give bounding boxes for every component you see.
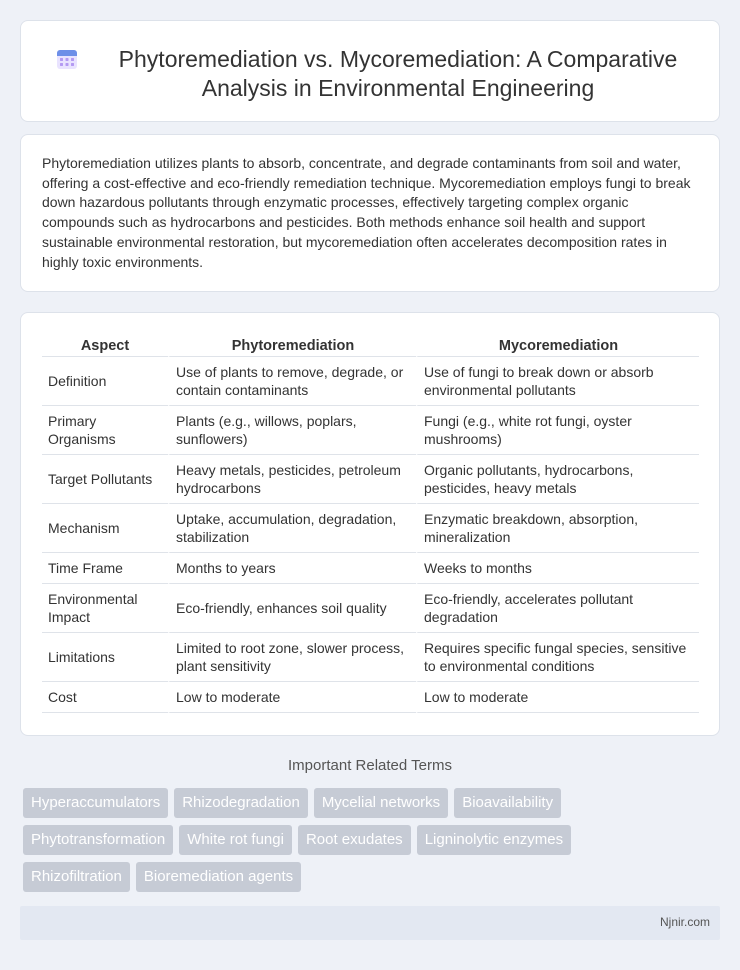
- table-cell-aspect: Limitations: [42, 633, 168, 682]
- term-chip-bioremediation-agents[interactable]: Bioremediation agents: [136, 862, 301, 892]
- table-cell-aspect: Primary Organisms: [42, 406, 168, 455]
- table-row: [42, 455, 699, 504]
- term-chip-root-exudates[interactable]: Root exudates: [298, 825, 411, 855]
- table-cell-myco: Enzymatic breakdown, absorption, mineralization: [416, 504, 699, 553]
- footer-site-link[interactable]: Njnir.com: [659, 915, 710, 929]
- table-cell-myco: Fungi (e.g., white rot fungi, oyster mushrooms): [416, 406, 699, 455]
- table-cell-myco: Requires specific fungal species, sensitive to environmental conditions: [416, 633, 699, 682]
- table-cell-phyto: Eco-friendly, enhances soil quality: [168, 584, 416, 633]
- table-row: [42, 553, 699, 584]
- table-cell-aspect: Environmental Impact: [42, 584, 168, 633]
- table-row: [42, 633, 699, 682]
- table-cell-aspect: Target Pollutants: [42, 455, 168, 504]
- table-cell-myco: Use of fungi to break down or absorb environmental pollutants: [416, 357, 699, 406]
- table-cell-aspect: Definition: [42, 357, 168, 406]
- table-cell-phyto: Heavy metals, pesticides, petroleum hydrocarbons: [168, 455, 416, 504]
- table-cell-phyto: Uptake, accumulation, degradation, stabilization: [168, 504, 416, 553]
- table-cell-myco: Low to moderate: [416, 682, 699, 713]
- table-cell-aspect: Time Frame: [42, 553, 168, 584]
- table-cell-phyto: Use of plants to remove, degrade, or contain contaminants: [168, 357, 416, 406]
- term-chip-bioavailability[interactable]: Bioavailability: [454, 788, 561, 818]
- table-cell-phyto: Low to moderate: [168, 682, 416, 713]
- term-chip-phytotransformation[interactable]: Phytotransformation: [23, 825, 173, 855]
- comparison-table-card: [20, 312, 720, 736]
- calendar-icon: [55, 47, 79, 71]
- term-chip-rhizodegradation[interactable]: Rhizodegradation: [174, 788, 308, 818]
- table-cell-aspect: Cost: [42, 682, 168, 713]
- table-cell-myco: Eco-friendly, accelerates pollutant degradation: [416, 584, 699, 633]
- table-cell-phyto: Limited to root zone, slower process, plant sensitivity: [168, 633, 416, 682]
- column-header-mycoremediation: Mycoremediation: [416, 331, 699, 357]
- table-cell-aspect: Mechanism: [42, 504, 168, 553]
- term-chip-rhizofiltration[interactable]: Rhizofiltration: [23, 862, 130, 892]
- related-terms-heading: Important Related Terms: [288, 757, 452, 774]
- comparison-table: [42, 331, 699, 713]
- table-cell-myco: Weeks to months: [416, 553, 699, 584]
- intro-card: [20, 134, 720, 292]
- related-terms-list: [23, 788, 623, 892]
- table-row: [42, 504, 699, 553]
- table-header-row: [42, 331, 699, 357]
- table-row: [42, 406, 699, 455]
- title-card: [20, 20, 720, 122]
- intro-paragraph: Phytoremediation utilizes plants to absorb, concentrate, and degrade contaminants from soil and water, offering a cost-effective and eco-friendly remediation technique. Mycoremediation employs fungi to break down hazardous pollutants through enzymatic processes, effectively targeting complex organic compounds such as hydrocarbons and pesticides. Both methods enhance soil health and support sustainable environmental restoration, but mycoremediation often accelerates decomposition rates in highly toxic environments.: [42, 155, 691, 270]
- table-row: [42, 584, 699, 633]
- column-header-phytoremediation: Phytoremediation: [168, 331, 416, 357]
- column-header-aspect: Aspect: [42, 331, 168, 357]
- term-chip-white-rot-fungi[interactable]: White rot fungi: [179, 825, 292, 855]
- page-title: Phytoremediation vs. Mycoremediation: A Comparative Analysis in Environmental Engineering: [118, 46, 678, 101]
- table-cell-myco: Organic pollutants, hydrocarbons, pesticides, heavy metals: [416, 455, 699, 504]
- table-row: [42, 357, 699, 406]
- term-chip-hyperaccumulators[interactable]: Hyperaccumulators: [23, 788, 168, 818]
- table-row: [42, 682, 699, 713]
- footer: [20, 906, 720, 940]
- term-chip-mycelial-networks[interactable]: Mycelial networks: [314, 788, 448, 818]
- term-chip-ligninolytic-enzymes[interactable]: Ligninolytic enzymes: [417, 825, 571, 855]
- table-cell-phyto: Plants (e.g., willows, poplars, sunflowers): [168, 406, 416, 455]
- table-cell-phyto: Months to years: [168, 553, 416, 584]
